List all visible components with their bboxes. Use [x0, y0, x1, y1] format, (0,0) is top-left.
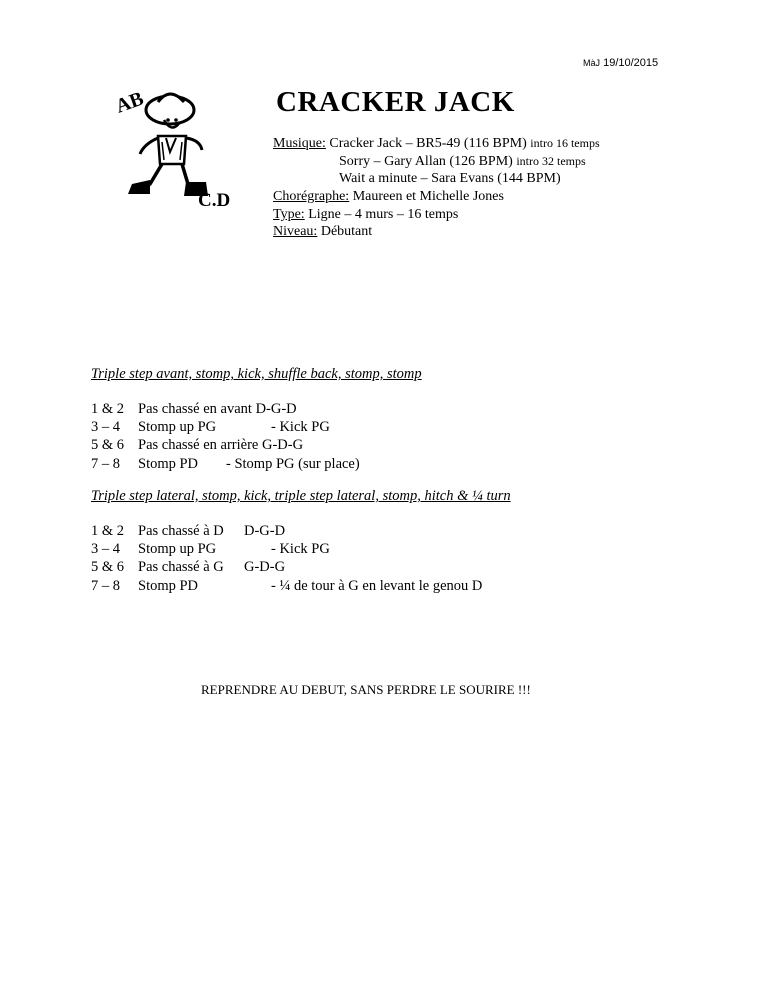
music-1: Cracker Jack – BR5-49 (116 BPM)	[329, 136, 527, 151]
music-2-note: intro 32 temps	[516, 153, 586, 168]
step-desc: Stomp up PG	[138, 541, 217, 558]
update-prefix: MàJ	[583, 58, 601, 68]
step-count: 5 & 6	[91, 437, 125, 454]
step-extra: - Kick PG	[271, 419, 330, 436]
dance-title: CRACKER JACK	[276, 86, 515, 118]
update-date-value: 19/10/2015	[603, 57, 659, 69]
step-desc: Pas chassé à G	[138, 559, 224, 576]
step-desc: Pas chassé à D	[138, 523, 224, 539]
step-desc: Pas chassé en arrière G-D-G	[138, 437, 304, 454]
step-desc: Pas chassé en avant D-G-D	[138, 401, 297, 417]
music-line-3	[273, 170, 600, 188]
type-value: Ligne – 4 murs – 16 temps	[308, 206, 459, 222]
step-extra: G-D-G	[244, 559, 286, 576]
music-line-2	[273, 153, 600, 171]
step-desc: Stomp up PG	[138, 419, 217, 436]
step-extra: - ¼ de tour à G en levant le genou D	[271, 577, 483, 594]
choreo-label: Chorégraphe:	[273, 189, 350, 205]
logo-letters-top: AB	[112, 87, 147, 118]
section-2-title: Triple step lateral, stomp, kick, triple step lateral, stomp, hitch & ¼ turn	[91, 488, 511, 504]
step-count: 1 & 2	[91, 523, 125, 539]
level-label: Niveau:	[273, 224, 318, 240]
music-3: Wait a minute – Sara Evans (144 BPM)	[339, 171, 561, 187]
choreo-value: Maureen et Michelle Jones	[352, 189, 504, 205]
music-2: Sorry – Gary Allan (126 BPM)	[339, 153, 513, 169]
step-count: 7 – 8	[91, 577, 120, 594]
step-count: 7 – 8	[91, 455, 120, 472]
music-label: Musique:	[273, 136, 326, 151]
music-line-1	[273, 135, 600, 153]
step-count: 3 – 4	[91, 541, 120, 558]
type-line	[273, 206, 600, 224]
step-extra: D-G-D	[244, 523, 286, 539]
section-1-title: Triple step avant, stomp, kick, shuffle back, stomp, stomp	[91, 366, 422, 382]
level-value: Débutant	[320, 224, 373, 240]
step-desc: Stomp PD	[138, 577, 199, 594]
footer-note: REPRENDRE AU DEBUT, SANS PERDRE LE SOURIRE !!!	[201, 682, 531, 697]
dance-info	[273, 135, 600, 241]
step-count: 5 & 6	[91, 559, 125, 576]
choreo-line	[273, 188, 600, 206]
club-logo	[110, 80, 236, 214]
logo-letters-bottom: C.D	[198, 190, 231, 211]
step-count: 1 & 2	[91, 401, 125, 417]
update-date	[583, 57, 658, 69]
level-line	[273, 223, 600, 241]
step-count: 3 – 4	[91, 419, 120, 436]
step-extra: - Kick PG	[271, 541, 330, 558]
step-extra: - Stomp PG (sur place)	[226, 455, 360, 472]
music-1-note: intro 16 temps	[530, 136, 600, 150]
type-label: Type:	[273, 206, 305, 222]
step-desc: Stomp PD	[138, 455, 199, 472]
